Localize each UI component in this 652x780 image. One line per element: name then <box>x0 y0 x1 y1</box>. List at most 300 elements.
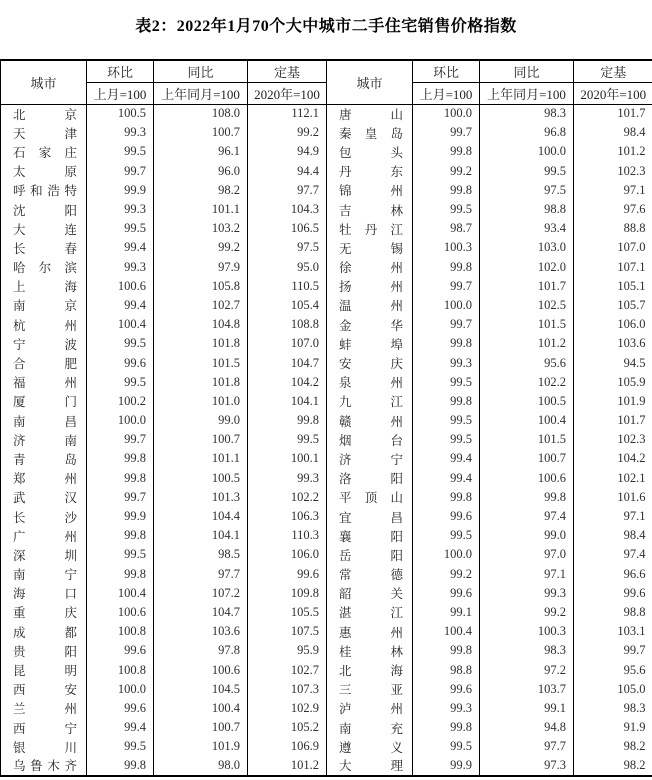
index-value: 104.1 <box>154 526 248 545</box>
index-value: 108.0 <box>154 104 248 123</box>
index-value: 98.3 <box>480 104 574 123</box>
city-name-text: 长沙 <box>13 510 77 525</box>
index-value: 105.1 <box>617 278 646 293</box>
index-value: 97.4 <box>623 547 646 562</box>
index-value: 109.8 <box>248 584 327 603</box>
index-value: 88.8 <box>623 221 646 236</box>
index-value: 99.9 <box>87 181 154 200</box>
header-mom-right: 环比 <box>413 60 480 82</box>
index-value: 99.5 <box>87 737 154 756</box>
index-value: 101.1 <box>154 449 248 468</box>
index-value: 100.0 <box>87 411 154 430</box>
city-name-text: 惠州 <box>339 625 403 640</box>
index-value: 104.3 <box>248 200 327 219</box>
index-value: 99.7 <box>87 162 154 181</box>
table-row <box>1 565 652 584</box>
city-name <box>1 411 87 430</box>
city-name <box>1 392 87 411</box>
city-name-text: 海口 <box>13 587 77 602</box>
table-row <box>1 392 652 411</box>
city-name <box>1 680 87 699</box>
city-name <box>327 584 413 603</box>
index-value: 91.9 <box>623 720 646 735</box>
index-value: 97.7 <box>248 181 327 200</box>
table-row <box>1 430 652 449</box>
city-name <box>327 737 413 756</box>
table-row <box>1 449 652 468</box>
city-name <box>1 430 87 449</box>
index-value: 98.8 <box>480 200 574 219</box>
index-value: 99.8 <box>413 718 480 737</box>
table-row <box>1 238 652 257</box>
index-value: 99.4 <box>87 238 154 257</box>
table-row <box>1 756 652 775</box>
table-row <box>1 142 652 161</box>
index-value: 97.7 <box>480 737 574 756</box>
city-name <box>1 622 87 641</box>
index-value: 94.9 <box>248 142 327 161</box>
index-value: 102.5 <box>480 296 574 315</box>
table-row <box>1 660 652 679</box>
index-value: 104.1 <box>248 392 327 411</box>
index-value: 99.8 <box>87 449 154 468</box>
index-value: 97.6 <box>623 202 646 217</box>
table-row <box>1 123 652 142</box>
index-value: 104.2 <box>617 451 646 466</box>
table-row <box>1 488 652 507</box>
index-value: 99.8 <box>87 756 154 775</box>
index-value: 99.5 <box>248 430 327 449</box>
city-name-text: 烟台 <box>339 433 403 448</box>
city-name-text: 南充 <box>339 721 403 736</box>
city-name <box>327 699 413 718</box>
city-name-text: 北京 <box>13 107 77 122</box>
index-value: 97.7 <box>154 565 248 584</box>
index-value: 100.5 <box>154 469 248 488</box>
index-value: 100.7 <box>154 718 248 737</box>
index-value: 101.5 <box>480 315 574 334</box>
index-value: 99.7 <box>413 123 480 142</box>
table-row <box>1 200 652 219</box>
city-name-text: 九江 <box>339 395 403 410</box>
index-value: 100.4 <box>480 411 574 430</box>
city-name-text: 南京 <box>13 299 77 314</box>
index-value: 99.4 <box>87 718 154 737</box>
city-name-text: 天津 <box>13 126 77 141</box>
city-name <box>327 238 413 257</box>
city-name-text: 上海 <box>13 280 77 295</box>
city-name <box>327 603 413 622</box>
city-name-text: 宜昌 <box>339 510 403 525</box>
index-value: 99.7 <box>623 643 646 658</box>
city-name-text: 徐州 <box>339 261 403 276</box>
index-value: 105.7 <box>617 297 646 312</box>
index-value: 102.2 <box>248 488 327 507</box>
header-mom-left: 环比 <box>87 60 154 82</box>
city-name-text: 太原 <box>13 165 77 180</box>
index-value: 97.1 <box>623 509 646 524</box>
city-name <box>327 104 413 123</box>
index-value: 99.5 <box>87 334 154 353</box>
table-row <box>1 737 652 756</box>
index-value: 99.6 <box>623 585 646 600</box>
table-row <box>1 699 652 718</box>
index-value: 100.7 <box>480 449 574 468</box>
table-row <box>1 353 652 372</box>
index-value: 99.1 <box>480 699 574 718</box>
index-value: 99.8 <box>87 526 154 545</box>
index-value: 100.6 <box>87 603 154 622</box>
index-value: 100.3 <box>480 622 574 641</box>
city-name-text: 重庆 <box>13 606 77 621</box>
index-value: 103.6 <box>154 622 248 641</box>
city-name <box>1 277 87 296</box>
index-value: 99.2 <box>154 238 248 257</box>
city-name <box>327 392 413 411</box>
city-name <box>1 238 87 257</box>
city-name <box>327 756 413 775</box>
index-value: 98.7 <box>413 219 480 238</box>
index-value: 99.3 <box>87 200 154 219</box>
index-value: 104.7 <box>154 603 248 622</box>
city-name-text: 秦皇岛 <box>339 126 403 141</box>
city-name <box>1 641 87 660</box>
city-name <box>327 296 413 315</box>
city-name-text: 武汉 <box>13 491 77 506</box>
index-value: 100.7 <box>154 123 248 142</box>
header-yoy-right: 同比 <box>480 60 574 82</box>
city-name-text: 大理 <box>339 759 403 774</box>
city-name <box>327 622 413 641</box>
index-value: 99.8 <box>413 334 480 353</box>
index-value: 100.4 <box>87 315 154 334</box>
city-name <box>327 488 413 507</box>
index-value: 105.8 <box>154 277 248 296</box>
city-name-text: 长春 <box>13 241 77 256</box>
index-value: 104.4 <box>154 507 248 526</box>
table-row <box>1 718 652 737</box>
index-value: 101.5 <box>480 430 574 449</box>
index-value: 106.9 <box>248 737 327 756</box>
city-name <box>1 756 87 775</box>
table-row <box>1 469 652 488</box>
index-value: 97.2 <box>480 660 574 679</box>
index-value: 99.6 <box>87 641 154 660</box>
index-value: 99.3 <box>87 123 154 142</box>
page-title: 表2：2022年1月70个大中城市二手住宅销售价格指数 <box>135 18 517 35</box>
table-row <box>1 104 652 123</box>
index-value: 99.8 <box>413 488 480 507</box>
index-value: 93.4 <box>480 219 574 238</box>
city-name-text: 吉林 <box>339 203 403 218</box>
city-name <box>1 488 87 507</box>
index-value: 100.7 <box>154 430 248 449</box>
city-name <box>327 545 413 564</box>
city-name-text: 唐山 <box>339 107 403 122</box>
city-name <box>327 334 413 353</box>
index-value: 100.2 <box>87 392 154 411</box>
index-value: 96.6 <box>623 566 646 581</box>
city-name <box>1 315 87 334</box>
city-name-text: 蚌埠 <box>339 337 403 352</box>
index-value: 99.8 <box>413 142 480 161</box>
header-yoy-left: 同比 <box>154 60 248 82</box>
index-value: 97.5 <box>480 181 574 200</box>
index-value: 99.7 <box>87 488 154 507</box>
index-value: 102.3 <box>617 163 646 178</box>
index-value: 100.1 <box>248 449 327 468</box>
index-value: 99.4 <box>413 469 480 488</box>
city-name-text: 常德 <box>339 568 403 583</box>
index-value: 101.2 <box>248 756 327 775</box>
index-value: 102.0 <box>480 258 574 277</box>
city-name-text: 北海 <box>339 664 403 679</box>
index-value: 98.8 <box>413 660 480 679</box>
index-value: 94.8 <box>480 718 574 737</box>
index-value: 101.9 <box>617 393 646 408</box>
city-name-text: 丹东 <box>339 165 403 180</box>
price-index-table <box>0 59 652 777</box>
city-name-text: 成都 <box>13 625 77 640</box>
index-value: 99.3 <box>87 258 154 277</box>
index-value: 107.0 <box>248 334 327 353</box>
header-yoy-base-left: 上年同月=100 <box>154 82 248 104</box>
index-value: 107.2 <box>154 584 248 603</box>
city-name-text: 三亚 <box>339 683 403 698</box>
index-value: 99.2 <box>480 603 574 622</box>
city-name <box>327 142 413 161</box>
index-value: 108.8 <box>248 315 327 334</box>
city-name <box>327 660 413 679</box>
city-name <box>1 104 87 123</box>
index-value: 100.0 <box>413 104 480 123</box>
city-name <box>327 219 413 238</box>
city-name <box>327 718 413 737</box>
index-value: 103.2 <box>154 219 248 238</box>
table-row <box>1 584 652 603</box>
city-name-text: 泸州 <box>339 702 403 717</box>
city-name <box>327 641 413 660</box>
city-name-text: 无锡 <box>339 241 403 256</box>
table-row <box>1 507 652 526</box>
index-value: 98.2 <box>623 739 646 754</box>
city-name-text: 石家庄 <box>13 145 77 160</box>
index-value: 106.0 <box>617 317 646 332</box>
city-name-text: 昆明 <box>13 664 77 679</box>
index-value: 94.4 <box>248 162 327 181</box>
index-value: 99.6 <box>248 565 327 584</box>
index-value: 99.8 <box>413 392 480 411</box>
city-name-text: 乌鲁木齐 <box>13 759 77 774</box>
index-value: 98.3 <box>623 700 646 715</box>
city-name-text: 韶关 <box>339 587 403 602</box>
city-name <box>1 142 87 161</box>
city-name <box>327 123 413 142</box>
city-name-text: 安庆 <box>339 357 403 372</box>
table-row <box>1 641 652 660</box>
table-row <box>1 181 652 200</box>
header-city-right: 城市 <box>327 60 413 104</box>
index-value: 102.9 <box>248 699 327 718</box>
table-row <box>1 315 652 334</box>
index-value: 101.7 <box>617 106 646 121</box>
city-name <box>1 660 87 679</box>
city-name <box>1 181 87 200</box>
index-value: 99.2 <box>413 565 480 584</box>
city-name-text: 洛阳 <box>339 472 403 487</box>
index-value: 100.4 <box>87 584 154 603</box>
index-value: 99.8 <box>87 565 154 584</box>
index-value: 103.6 <box>617 336 646 351</box>
index-value: 101.6 <box>617 489 646 504</box>
index-value: 99.6 <box>413 584 480 603</box>
index-value: 99.5 <box>413 526 480 545</box>
city-name-text: 广州 <box>13 529 77 544</box>
city-name-text: 牡丹江 <box>339 222 403 237</box>
table-row <box>1 296 652 315</box>
city-name <box>327 430 413 449</box>
city-name <box>1 353 87 372</box>
city-name <box>1 699 87 718</box>
index-value: 101.0 <box>154 392 248 411</box>
table-header <box>1 60 652 104</box>
index-value: 97.1 <box>623 182 646 197</box>
index-value: 107.1 <box>617 259 646 274</box>
index-value: 98.4 <box>623 528 646 543</box>
index-value: 96.0 <box>154 162 248 181</box>
index-value: 97.0 <box>480 545 574 564</box>
table-row <box>1 219 652 238</box>
index-value: 100.6 <box>154 660 248 679</box>
city-name-text: 呼和浩特 <box>13 184 77 199</box>
index-value: 100.0 <box>413 545 480 564</box>
city-name <box>1 507 87 526</box>
index-value: 107.3 <box>248 680 327 699</box>
table-row <box>1 680 652 699</box>
city-name <box>327 411 413 430</box>
index-value: 100.6 <box>480 469 574 488</box>
index-value: 96.1 <box>154 142 248 161</box>
city-name-text: 锦州 <box>339 184 403 199</box>
header-mom-base-right: 上月=100 <box>413 82 480 104</box>
header-city-left: 城市 <box>1 60 87 104</box>
index-value: 98.4 <box>623 125 646 140</box>
city-name-text: 青岛 <box>13 452 77 467</box>
index-value: 110.5 <box>248 277 327 296</box>
index-value: 99.5 <box>87 219 154 238</box>
index-value: 100.4 <box>413 622 480 641</box>
city-name <box>327 680 413 699</box>
index-value: 102.7 <box>154 296 248 315</box>
city-name-text: 南宁 <box>13 568 77 583</box>
city-name <box>327 373 413 392</box>
city-name-text: 济南 <box>13 433 77 448</box>
index-value: 95.6 <box>480 353 574 372</box>
index-value: 107.5 <box>248 622 327 641</box>
header-mom-base-left: 上月=100 <box>87 82 154 104</box>
city-name <box>1 718 87 737</box>
index-value: 102.3 <box>617 432 646 447</box>
city-name-text: 兰州 <box>13 702 77 717</box>
index-value: 95.6 <box>623 662 646 677</box>
city-name-text: 合肥 <box>13 357 77 372</box>
index-value: 97.1 <box>480 565 574 584</box>
index-value: 102.1 <box>617 470 646 485</box>
index-value: 101.5 <box>154 353 248 372</box>
index-value: 98.3 <box>480 641 574 660</box>
index-value: 99.9 <box>413 756 480 775</box>
index-value: 99.1 <box>413 603 480 622</box>
city-name-text: 泉州 <box>339 376 403 391</box>
index-value: 99.4 <box>87 296 154 315</box>
city-name-text: 宁波 <box>13 337 77 352</box>
index-value: 97.4 <box>480 507 574 526</box>
index-value: 104.8 <box>154 315 248 334</box>
index-value: 105.9 <box>617 374 646 389</box>
city-name-text: 大连 <box>13 222 77 237</box>
index-value: 112.1 <box>248 104 327 123</box>
city-name <box>1 162 87 181</box>
index-value: 97.9 <box>154 258 248 277</box>
table-row <box>1 603 652 622</box>
table-row <box>1 334 652 353</box>
table-row <box>1 622 652 641</box>
city-name <box>1 565 87 584</box>
header-fixed-base-left: 2020年=100 <box>248 82 327 104</box>
index-value: 98.2 <box>623 757 646 772</box>
index-value: 100.0 <box>480 142 574 161</box>
index-value: 99.4 <box>413 449 480 468</box>
city-name-text: 遵义 <box>339 740 403 755</box>
city-name <box>327 181 413 200</box>
index-value: 100.0 <box>413 296 480 315</box>
city-name-text: 深圳 <box>13 548 77 563</box>
city-name-text: 岳阳 <box>339 548 403 563</box>
city-name <box>1 258 87 277</box>
table-row <box>1 373 652 392</box>
index-value: 99.0 <box>480 526 574 545</box>
index-value: 99.8 <box>413 258 480 277</box>
city-name <box>1 526 87 545</box>
index-value: 104.7 <box>248 353 327 372</box>
city-name <box>327 565 413 584</box>
index-value: 99.5 <box>87 142 154 161</box>
city-name-text: 襄阳 <box>339 529 403 544</box>
city-name <box>1 334 87 353</box>
index-value: 99.5 <box>480 162 574 181</box>
city-name <box>327 449 413 468</box>
city-name-text: 温州 <box>339 299 403 314</box>
index-value: 99.5 <box>413 411 480 430</box>
city-name-text: 南昌 <box>13 414 77 429</box>
index-value: 100.5 <box>480 392 574 411</box>
index-value: 100.6 <box>87 277 154 296</box>
index-value: 99.8 <box>248 411 327 430</box>
city-name-text: 桂林 <box>339 644 403 659</box>
index-value: 101.8 <box>154 373 248 392</box>
city-name-text: 金华 <box>339 318 403 333</box>
index-value: 99.3 <box>413 699 480 718</box>
city-name <box>327 526 413 545</box>
index-value: 99.6 <box>87 353 154 372</box>
index-value: 105.2 <box>248 718 327 737</box>
index-value: 106.0 <box>248 545 327 564</box>
city-name <box>1 296 87 315</box>
index-value: 100.0 <box>87 680 154 699</box>
index-value: 102.7 <box>248 660 327 679</box>
index-value: 103.7 <box>480 680 574 699</box>
index-value: 99.3 <box>248 469 327 488</box>
